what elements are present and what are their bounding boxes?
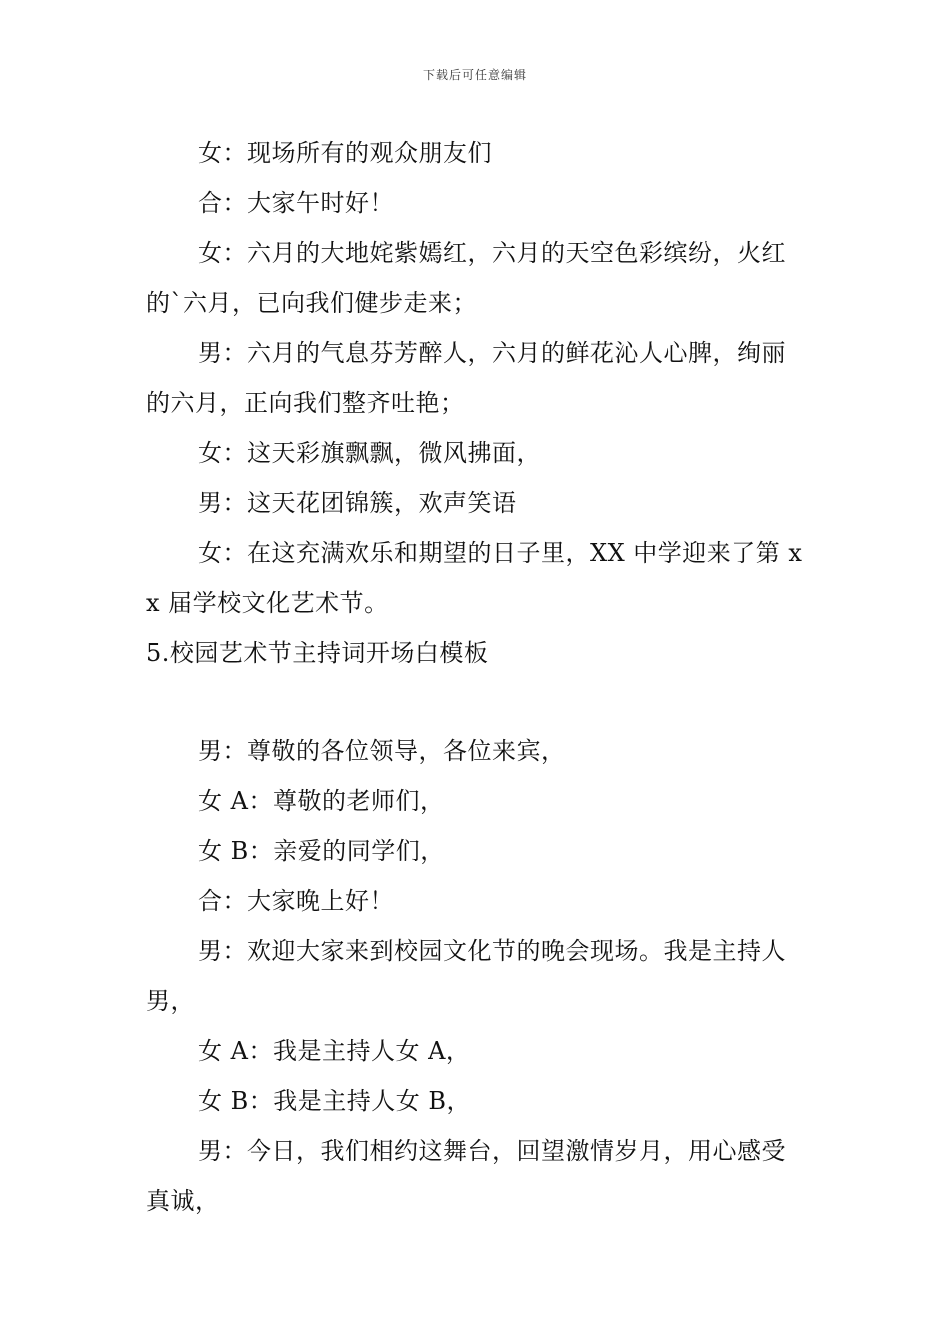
paragraph: 合：大家午时好！ xyxy=(198,189,394,217)
paragraph: 合：大家晚上好！ xyxy=(198,887,394,915)
paragraph: 男：尊敬的各位领导，各位来宾， xyxy=(198,737,566,765)
paragraph: 女 B：亲爱的同学们， xyxy=(198,837,445,865)
blank-line xyxy=(146,678,808,726)
paragraph: 男：今日，我们相约这舞台，回望激情岁月，用心感受真诚， xyxy=(146,1137,786,1215)
paragraph: 男：这天花团锦簇，欢声笑语 xyxy=(198,489,517,517)
paragraph: 女 A：我是主持人女 A， xyxy=(198,1037,471,1065)
paragraph: 女 A：尊敬的老师们， xyxy=(198,787,445,815)
paragraph: 女 B：我是主持人女 B， xyxy=(198,1087,472,1115)
document-body xyxy=(146,128,808,1226)
paragraph: 男：六月的气息芬芳醉人，六月的鲜花沁人心脾，绚丽的六月，正向我们整齐吐艳； xyxy=(146,339,786,417)
paragraph: 女：现场所有的观众朋友们 xyxy=(198,139,492,167)
paragraph: 女：六月的大地姹紫嫣红，六月的天空色彩缤纷，火红的`六月，已向我们健步走来； xyxy=(146,239,786,317)
section-heading: 5.校园艺术节主持词开场白模板 xyxy=(146,639,489,667)
paragraph: 女：在这充满欢乐和期望的日子里，XX 中学迎来了第 xx 届学校文化艺术节。 xyxy=(146,539,803,617)
page-header-note: 下载后可任意编辑 xyxy=(422,68,527,82)
paragraph: 男：欢迎大家来到校园文化节的晚会现场。我是主持人男， xyxy=(146,937,786,1015)
paragraph: 女：这天彩旗飘飘，微风拂面， xyxy=(198,439,541,467)
